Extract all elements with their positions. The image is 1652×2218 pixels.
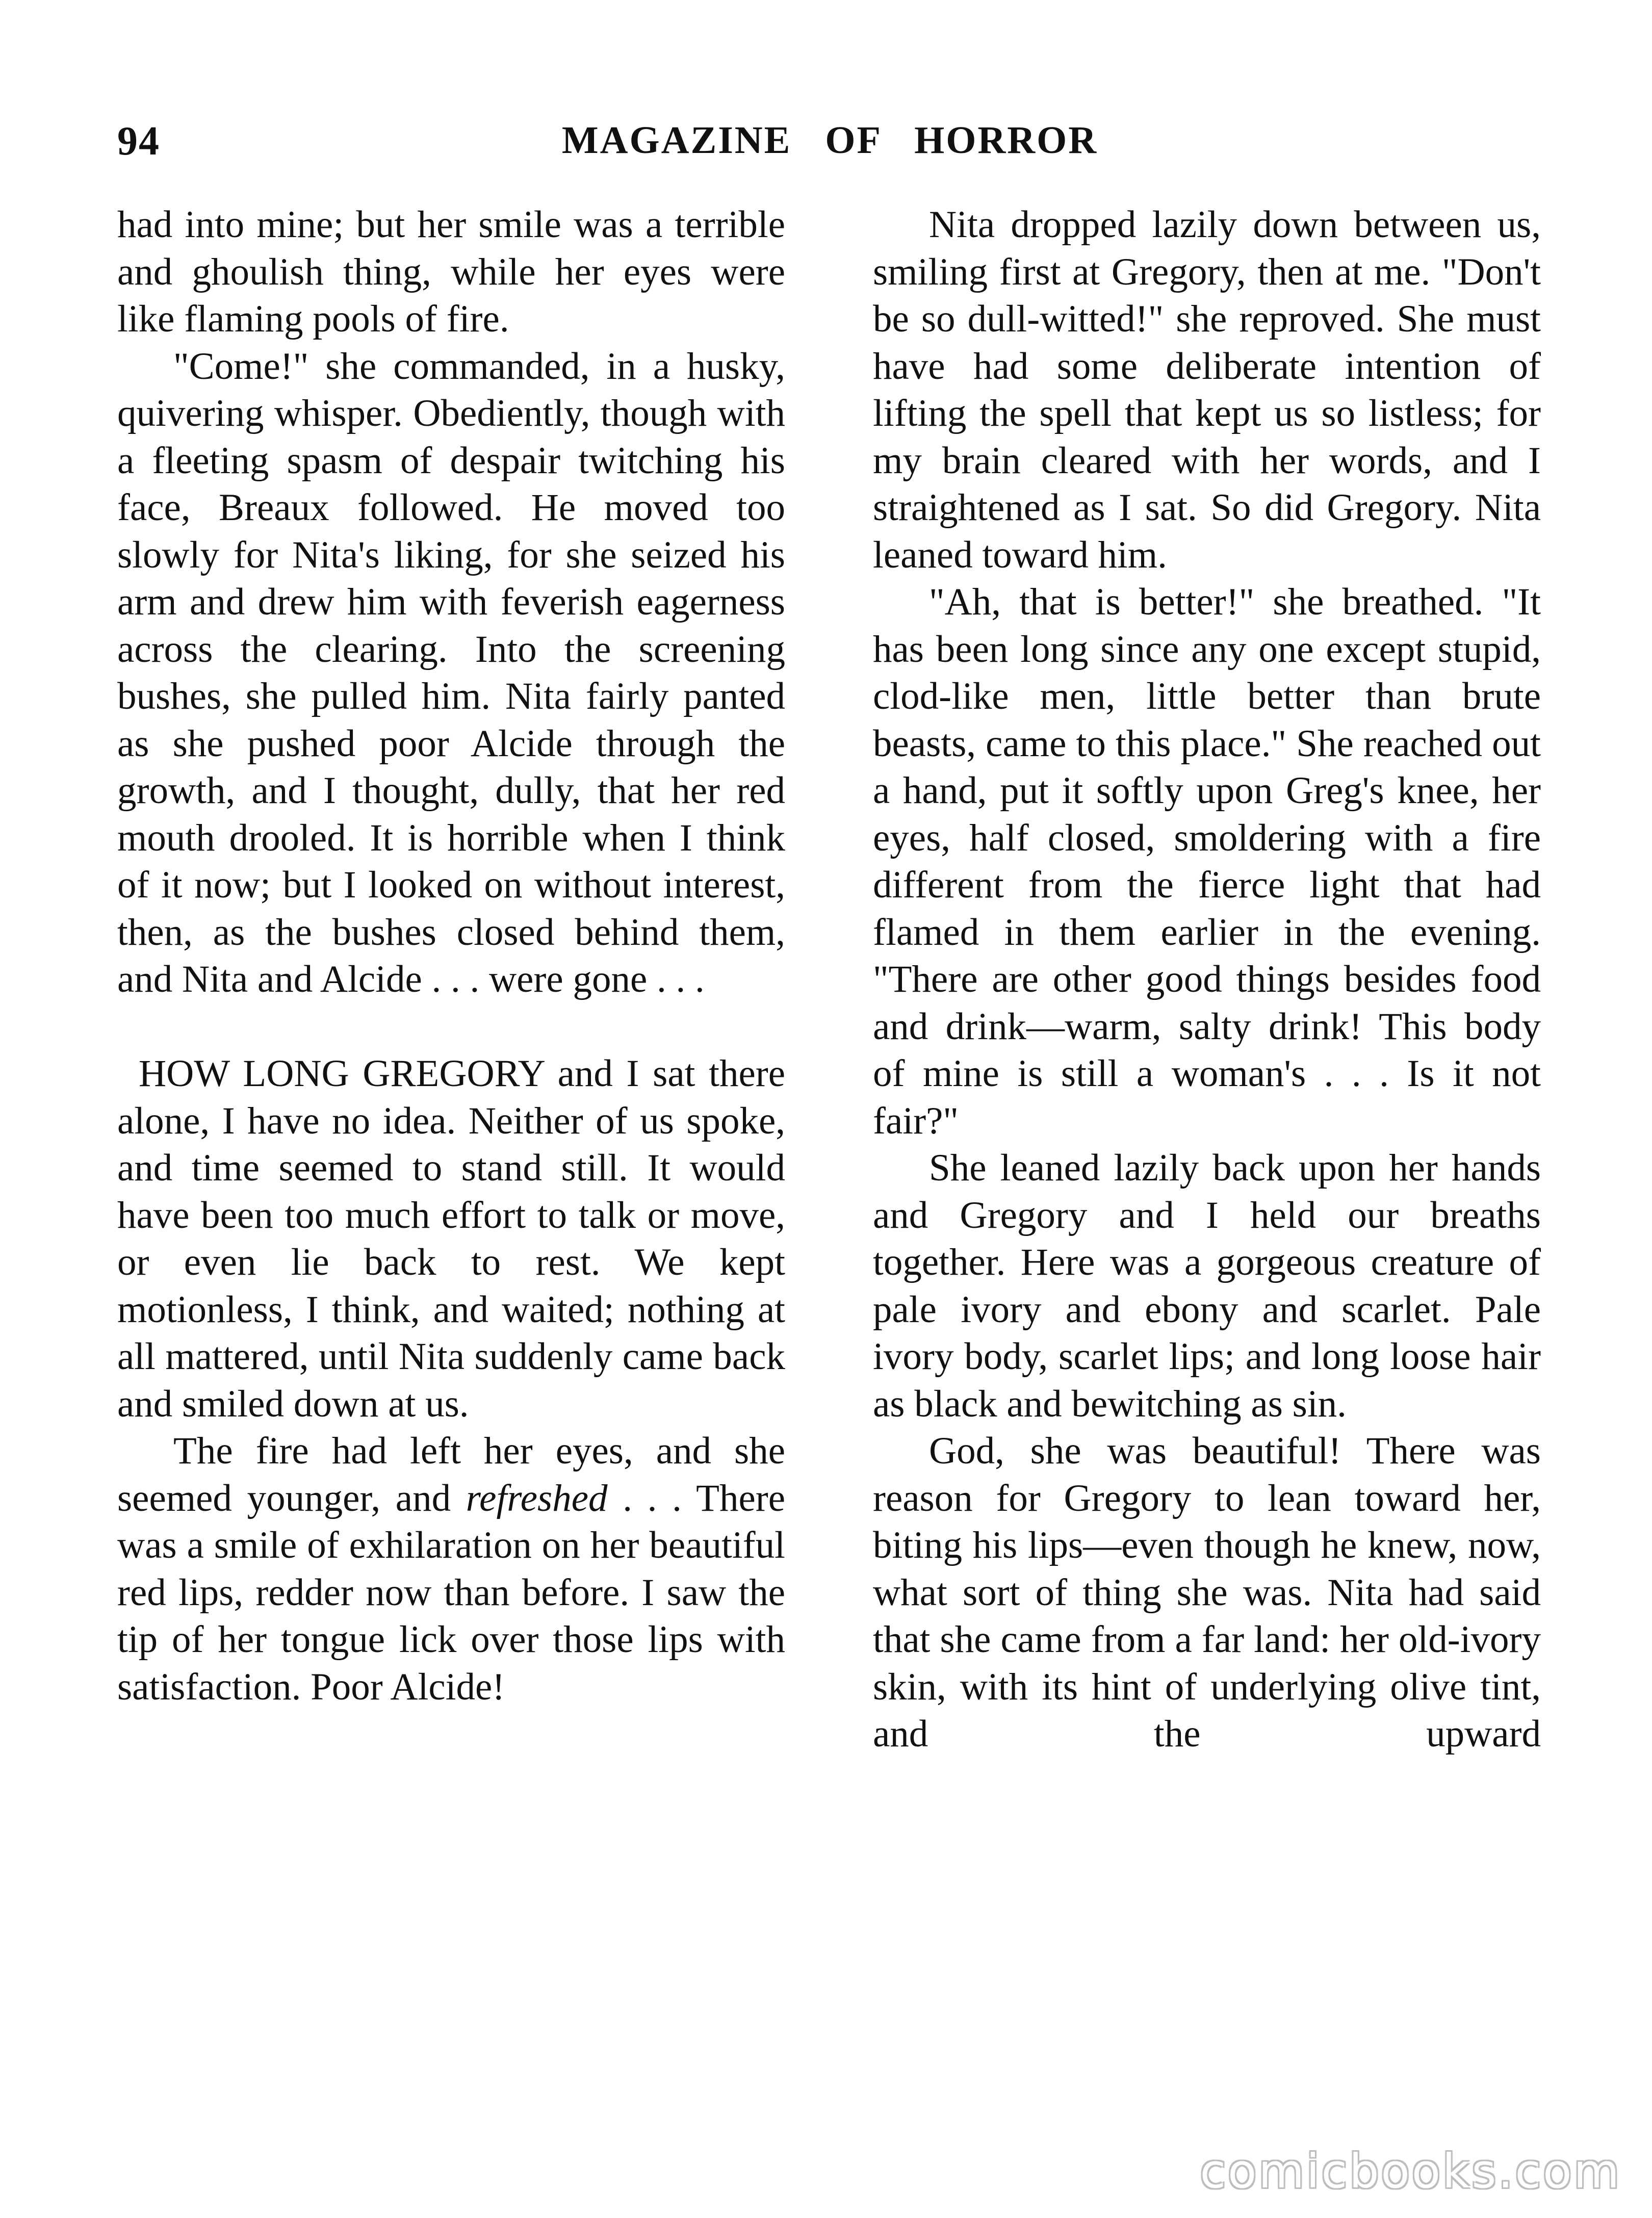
running-title: MAGAZINE OF HORROR	[561, 119, 1098, 162]
paragraph: She leaned lazily back upon her hands and Gregory and I held our breaths together. Here was a gorgeous creature of pale ivory and ebony and scarlet. Pale ivory body, scarlet lips; and long loose hair as black and bewitching as sin.	[873, 1147, 1541, 1425]
paragraph: Nita dropped lazily down between us, smiling first at Gregory, then at me. "Don't be so dull-witted!" she reproved. She must have had some deliberate intention of lifting the spell that kept us so listless; for my brain cleared with her words, and I straightened as I sat. So did Gregory. Nita leaned toward him.	[873, 203, 1541, 576]
paragraph: God, she was beautiful! There was reason for Gregory to lean toward her, biting his lips—even though he knew, now, what sort of thing she was. Nita had said that she came from a far land: her old-ivory skin, with its hint of underlying olive tint, and the upward	[873, 1430, 1541, 1755]
right-column	[873, 201, 1541, 1758]
section-break-paragraph: HOW LONG GREGORY and I sat there alone, I have no idea. Neither of us spoke, and time seemed to stand still. It would have been too much effort to talk or move, or even lie back to rest. We kept motionless, I think, and waited; nothing at all mattered, until Nita suddenly came back and smiled down at us.	[117, 1052, 785, 1425]
paragraph-text: The fire had left her eyes, and she seemed younger, and	[117, 1430, 785, 1519]
paragraph: had into mine; but her smile was a terrible and ghoulish thing, while her eyes were like flaming pools of fire.	[117, 203, 785, 340]
paragraph-text: . . . There was a smile of exhilaration on her beautiful red lips, redder now than before. I saw the tip of her tongue lick over those lips with satisfaction. Poor Alcide!	[117, 1477, 786, 1708]
page-header	[117, 118, 1542, 179]
paragraph	[117, 1428, 785, 1711]
left-column	[117, 201, 785, 1711]
paragraph: "Ah, that is better!" she breathed. "It has been long since any one except stupid, clod-like men, little better than brute beasts, came to this place." She reached out a hand, put it softly upon Greg's knee, her eyes, half closed, smoldering with a fire different from the fierce light that had flamed in them earlier in the evening. "There are other good things besides food and drink—warm, salty drink! This body of mine is still a woman's . . . Is it not fair?"	[873, 581, 1541, 1142]
italic-word: refreshed	[466, 1477, 608, 1519]
page-number: 94	[117, 119, 160, 164]
paragraph: "Come!" she commanded, in a husky, quivering whisper. Obediently, though with a fleeting spasm of despair twitching his face, Breaux followed. He moved too slowly for Nita's liking, for she seized his arm and drew him with feverish eagerness across the clearing. Into the screening bushes, she pulled him. Nita fairly panted as she pushed poor Alcide through the growth, and I thought, dully, that her red mouth drooled. It is horrible when I think of it now; but I looked on without interest, then, as the bushes closed behind them, and Nita and Alcide . . . were gone . . .	[117, 345, 785, 1000]
watermark: comicbooks.com	[1200, 2144, 1621, 2199]
